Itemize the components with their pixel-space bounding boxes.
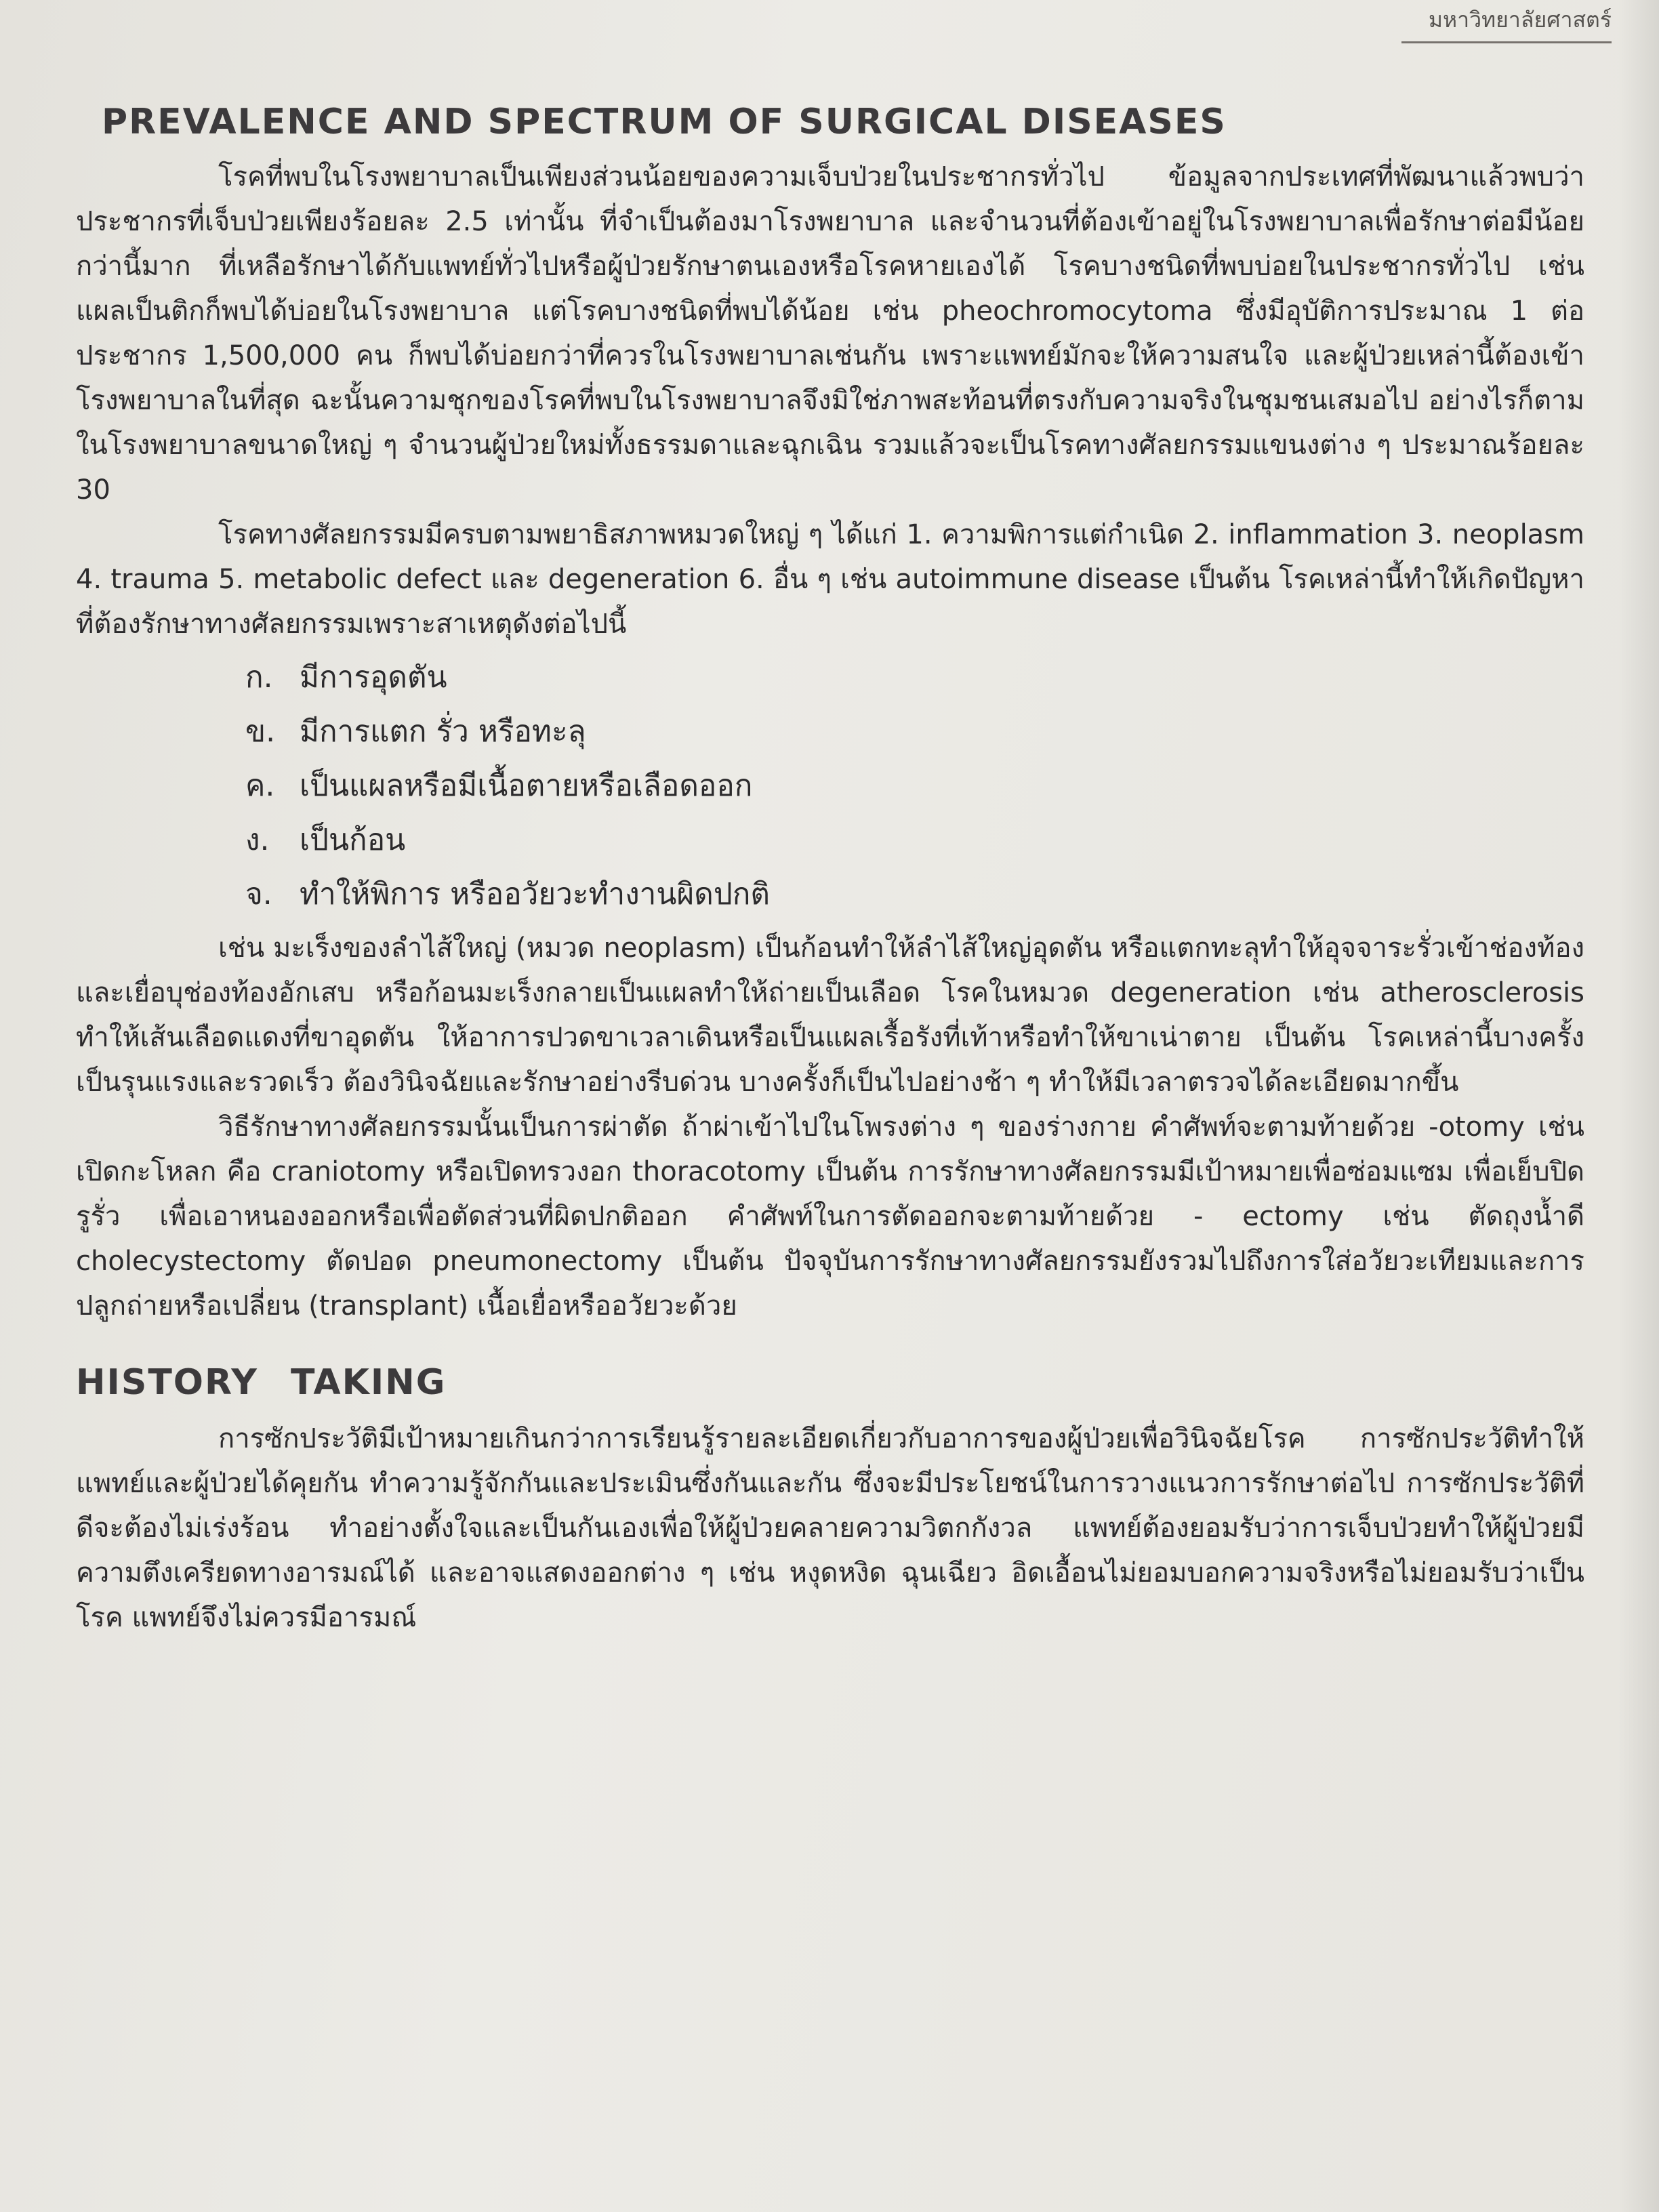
- paragraph-history-1: การซักประวัติมีเป้าหมายเกินกว่าการเรียนรู้รายละเอียดเกี่ยวกับอาการของผู้ป่วยเพื่อวินิจฉัยโรค การซักประวัติทำให้แพทย์และผู้ป่วยได้คุยกัน ทำความรู้จักกันและประเมินซึ่งกันและกัน ซึ่งจะมีประโยชน์ในการวางแนวการรักษาต่อไป การซักประวัติที่ดีจะต้องไม่เร่งร้อน ทำอย่างตั้งใจและเป็นกันเองเพื่อให้ผู้ป่วยคลายความวิตกกังวล แพทย์ต้องยอมรับว่าการเจ็บป่วยทำให้ผู้ป่วยมีความตึงเครียดทางอารมณ์ได้ และอาจแสดงออกต่าง ๆ เช่น หงุดหงิด ฉุนเฉียว อิดเอื้อนไม่ยอมบอกความจริงหรือไม่ยอมรับว่าเป็นโรค แพทย์จึงไม่ควรมีอารมณ์: [76, 1423, 1584, 1633]
- paragraph-prevalence-3: เช่น มะเร็งของลำไส้ใหญ่ (หมวด neoplasm) เป็นก้อนทำให้ลำไส้ใหญ่อุดตัน หรือแตกทะลุทำให้อุจจาระรั่วเข้าช่องท้องและเยื่อบุช่องท้องอักเสบ หรือก้อนมะเร็งกลายเป็นแผลทำให้ถ่ายเป็นเลือด โรคในหมวด degeneration เช่น atherosclerosis ทำให้เส้นเลือดแดงที่ขาอุดตัน ให้อาการปวดขาเวลาเดินหรือเป็นแผลเรื้อรังที่เท้าหรือทำให้ขาเน่าตาย เป็นต้น โรคเหล่านี้บางครั้งเป็นรุนแรงและรวดเร็ว ต้องวินิจฉัยและรักษาอย่างรีบด่วน บางครั้งก็เป็นไปอย่างช้า ๆ ทำให้มีเวลาตรวจได้ละเอียดมากขึ้น: [76, 933, 1584, 1098]
- list-item: [245, 813, 1584, 867]
- cause-list: [76, 651, 1584, 922]
- paragraph-prevalence-4: วิธีรักษาทางศัลยกรรมนั้นเป็นการผ่าตัด ถ้าผ่าเข้าไปในโพรงต่าง ๆ ของร่างกาย คำศัพท์จะตามท้ายด้วย -otomy เช่น เปิดกะโหลก คือ craniotomy หรือเปิดทรวงอก thoracotomy เป็นต้น การรักษาทางศัลยกรรมมีเป้าหมายเพื่อซ่อมแซม เพื่อเย็บปิดรูรั่ว เพื่อเอาหนองออกหรือเพื่อตัดส่วนที่ผิดปกติออก คำศัพท์ในการตัดออกจะตามท้ายด้วย - ectomy เช่น ตัดถุงน้ำดี cholecystectomy ตัดปอด pneumonectomy เป็นต้น ปัจจุบันการรักษาทางศัลยกรรมยังรวมไปถึงการใส่อวัยวะเทียมและการปลูกถ่ายหรือเปลี่ยน (transplant) เนื้อเยื่อหรืออวัยวะด้วย: [76, 1111, 1584, 1322]
- list-marker: ข.: [245, 714, 276, 749]
- list-text: ทำให้พิการ หรืออวัยวะทำงานผิดปกติ: [300, 877, 770, 912]
- list-text: มีการแตก รั่ว หรือทะลุ: [300, 714, 586, 749]
- list-item: [245, 651, 1584, 705]
- paragraph-prevalence-2: โรคทางศัลยกรรมมีครบตามพยาธิสภาพหมวดใหญ่ ๆ ได้แก่ 1. ความพิการแต่กำเนิด 2. inflammation 3. neoplasm 4. trauma 5. metabolic defect และ degeneration 6. อื่น ๆ เช่น autoimmune disease เป็นต้น โรคเหล่านี้ทำให้เกิดปัญหาที่ต้องรักษาทางศัลยกรรมเพราะสาเหตุดังต่อไปนี้: [76, 519, 1584, 640]
- paragraph-prevalence-1: โรคที่พบในโรงพยาบาลเป็นเพียงส่วนน้อยของความเจ็บป่วยในประชากรทั่วไป ข้อมูลจากประเทศที่พัฒนาแล้วพบว่าประชากรที่เจ็บป่วยเพียงร้อยละ 2.5 เท่านั้น ที่จำเป็นต้องมาโรงพยาบาล และจำนวนที่ต้องเข้าอยู่ในโรงพยาบาลเพื่อรักษาต่อมีน้อยกว่านี้มาก ที่เหลือรักษาได้กับแพทย์ทั่วไปหรือผู้ป่วยรักษาตนเองหรือโรคหายเองได้ โรคบางชนิดที่พบบ่อยในประชากรทั่วไป เช่น แผลเป็นติกก็พบได้บ่อยในโรงพยาบาล แต่โรคบางชนิดที่พบได้น้อย เช่น pheochromocytoma ซึ่งมีอุบัติการประมาณ 1 ต่อประชากร 1,500,000 คน ก็พบได้บ่อยกว่าที่ควรในโรงพยาบาลเช่นกัน เพราะแพทย์มักจะให้ความสนใจ และผู้ป่วยเหล่านี้ต้องเข้าโรงพยาบาลในที่สุด ฉะนั้นความชุกของโรคที่พบในโรงพยาบาลจึงมิใช่ภาพสะท้อนที่ตรงกับความจริงในชุมชนเสมอไป อย่างไรก็ตามในโรงพยาบาลขนาดใหญ่ ๆ จำนวนผู้ป่วยใหม่ทั้งธรรมดาและฉุกเฉิน รวมแล้วจะเป็นโรคทางศัลยกรรมแขนงต่าง ๆ ประมาณร้อยละ 30: [76, 161, 1584, 506]
- section-heading-prevalence: PREVALENCE AND SPECTRUM OF SURGICAL DISEASES: [102, 102, 1227, 142]
- list-text: เป็นก้อน: [300, 823, 406, 857]
- list-text: มีการอุดตัน: [300, 660, 447, 695]
- list-marker: จ.: [245, 877, 272, 912]
- list-item: [245, 705, 1584, 759]
- list-marker: ก.: [245, 660, 273, 695]
- list-item: [245, 759, 1584, 813]
- running-head: มหาวิทยาลัยศาสตร์: [1401, 0, 1612, 43]
- list-text: เป็นแผลหรือมีเนื้อตายหรือเลือดออก: [300, 769, 753, 803]
- list-marker: ค.: [245, 769, 275, 803]
- section-heading-history-taking: HISTORY TAKING: [76, 1362, 447, 1403]
- page-edge-shadow: [1618, 0, 1659, 2212]
- list-marker: ง.: [245, 823, 270, 857]
- list-item: [245, 867, 1584, 922]
